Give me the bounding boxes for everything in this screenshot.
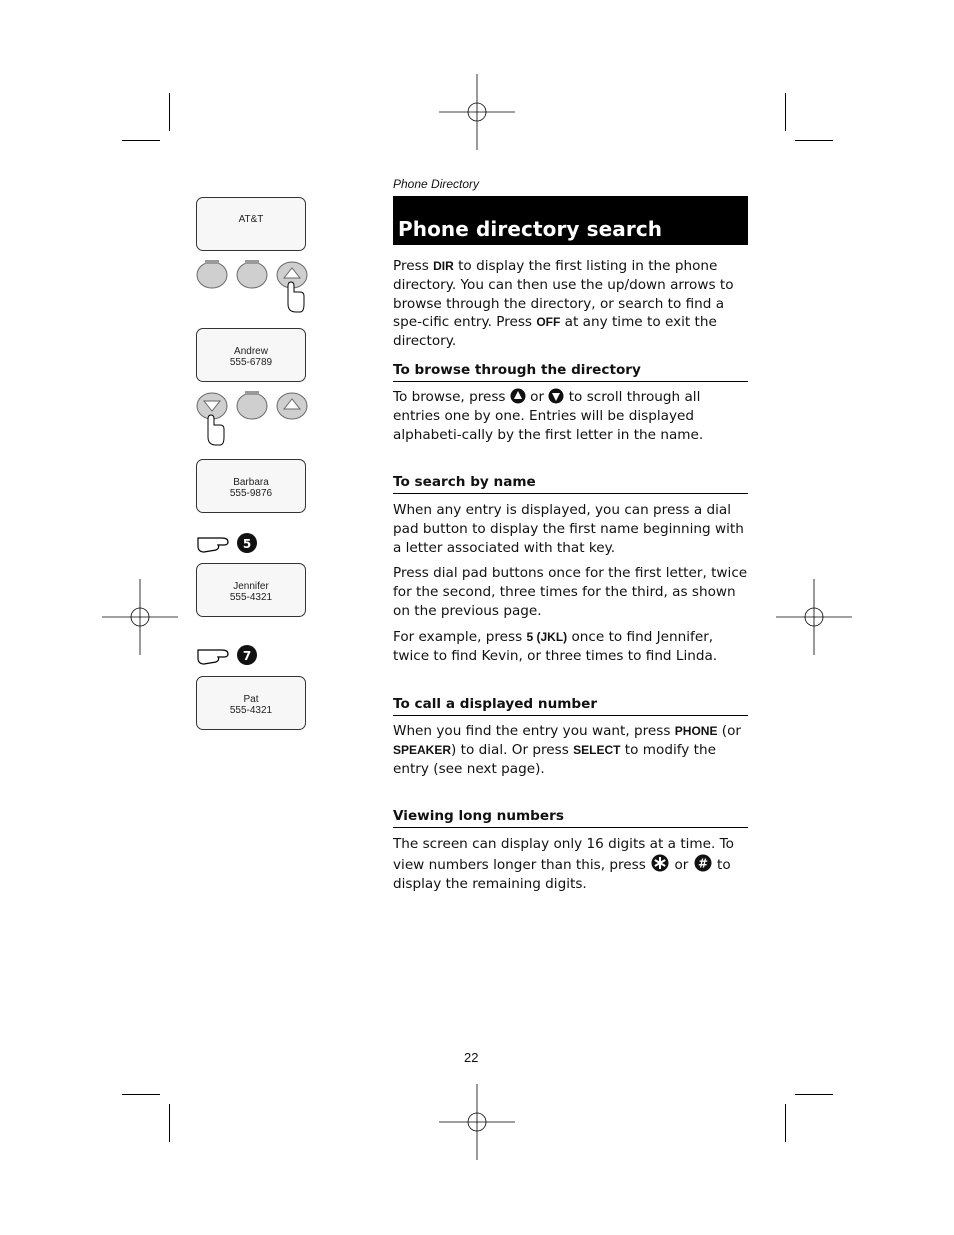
crop-mark (169, 1104, 170, 1142)
display-line-2: 555-9876 (229, 488, 273, 499)
heading-long-numbers: Viewing long numbers (393, 808, 748, 828)
crop-mark (122, 1094, 160, 1095)
display-screen (196, 563, 306, 617)
heading-browse: To browse through the directory (393, 362, 748, 382)
nav-buttons-up-pressed (196, 258, 312, 318)
page-number: 22 (464, 1050, 479, 1065)
crop-mark (785, 1104, 786, 1142)
page-title: Phone directory search (398, 217, 663, 241)
display-screen (196, 197, 306, 251)
call-paragraph: When you find the entry you want, press PHONE (or SPEAKER) to dial. Or press SELECT to modify the entry (see next page). (393, 723, 741, 777)
key-dir: DIR (433, 259, 454, 273)
key-speaker: SPEAKER (393, 742, 452, 757)
down-arrow-key-icon (548, 388, 564, 404)
section-label: Phone Directory (393, 177, 480, 191)
crop-mark (122, 140, 160, 141)
pointing-hand-icon (198, 538, 228, 552)
crop-mark (169, 93, 170, 131)
up-arrow-key-icon (510, 388, 526, 404)
pound-key-label: # (697, 856, 708, 871)
search-paragraph-1: When any entry is displayed, you can press a dial pad button to display the first name beginning with a letter associated with that key. (393, 502, 744, 556)
key-select: SELECT (573, 742, 621, 757)
key-off: OFF (536, 315, 561, 330)
display-line-1: AT&T (238, 214, 264, 225)
display-line-2: 555-4321 (229, 592, 273, 603)
browse-paragraph: To browse, press or to scroll through all entries one by one. Entries will be displayed alphabeti-cally by the first letter in the name. (393, 389, 704, 443)
pointing-hand-icon (198, 650, 228, 664)
display-line-2: 555-4321 (229, 705, 273, 716)
display-line-1: Pat (243, 694, 259, 705)
press-key-5-hint (196, 532, 266, 556)
pound-key-icon (693, 854, 713, 872)
registration-mark-icon (102, 579, 178, 655)
crop-mark (795, 1094, 833, 1095)
star-key-icon (650, 854, 670, 872)
registration-mark-icon (439, 74, 515, 150)
display-screen (196, 676, 306, 730)
registration-mark-icon (776, 579, 852, 655)
display-screen (196, 459, 306, 513)
press-key-7-hint (196, 644, 266, 668)
search-paragraph-2: Press dial pad buttons once for the first letter, twice for the second, three times for the third, as shown on the previous page. (393, 565, 748, 619)
crop-mark (785, 93, 786, 131)
search-paragraph-3: For example, press 5 (JKL) once to find Jennifer, twice to find Kevin, or three times to find Linda. (393, 629, 718, 664)
display-line-1: Jennifer (233, 581, 269, 592)
heading-call: To call a displayed number (393, 696, 748, 716)
key-5-jkl: 5 (JKL) (526, 630, 568, 644)
heading-search: To search by name (393, 474, 748, 494)
display-line-2: 555-6789 (229, 357, 273, 368)
long-numbers-paragraph: The screen can display only 16 digits at a time. To view numbers longer than this, press or # to display the remaining digits. (393, 836, 734, 892)
title-bar (393, 196, 748, 245)
intro-paragraph: Press DIR to display the first listing in the phone directory. You can then use the up/down arrows to browse through the directory, or search to find a spe-cific entry. Press OFF at any time to exit the directory. (393, 258, 734, 350)
key-7-label: 7 (242, 649, 252, 663)
display-screen (196, 328, 306, 382)
crop-mark (795, 140, 833, 141)
key-phone: PHONE (674, 724, 718, 738)
display-line-1: Andrew (234, 346, 268, 357)
nav-buttons-down-pressed (196, 389, 312, 449)
registration-mark-icon (439, 1084, 515, 1160)
display-line-1: Barbara (233, 477, 269, 488)
key-5-label: 5 (242, 537, 252, 551)
